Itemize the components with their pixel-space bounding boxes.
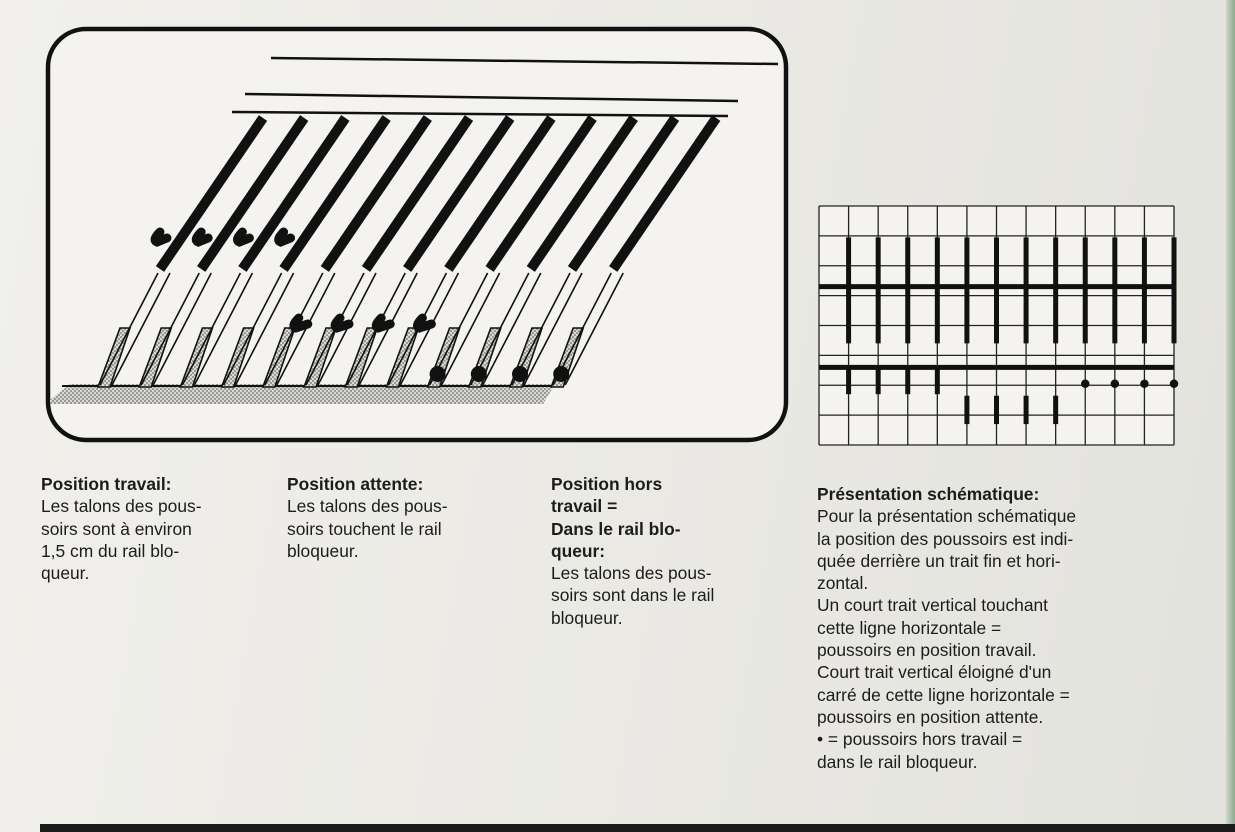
- mark-lower-hors-travail: [1111, 380, 1119, 388]
- caption-line: poussoirs en position travail.: [817, 640, 1037, 661]
- caption-presentation-schematique: [817, 483, 1162, 773]
- caption-line: Un court trait vertical touchant: [817, 595, 1049, 616]
- caption-title: Position hors: [551, 474, 663, 494]
- caption-line: soirs sont à environ: [41, 518, 192, 539]
- caption-line: zontal.: [817, 573, 869, 594]
- caption-line: • = poussoirs hors travail =: [817, 729, 1023, 750]
- pusher-heel-hors-travail: [553, 366, 569, 382]
- caption-line: 1,5 cm du rail blo-: [41, 540, 180, 561]
- pusher-heel-hors-travail: [471, 366, 487, 382]
- pusher-heel-hors-travail: [430, 366, 446, 382]
- caption-line: quée derrière un trait fin et hori-: [817, 550, 1061, 571]
- caption-position-attente: [287, 473, 512, 562]
- caption-title: Présentation schématique:: [817, 484, 1040, 504]
- caption-line: la position des poussoirs est indi-: [817, 528, 1074, 549]
- schematic-diagram: [819, 206, 1178, 445]
- caption-line: soirs touchent le rail: [287, 518, 442, 539]
- caption-line: Les talons des pous-: [287, 496, 448, 517]
- caption-line: Les talons des pous-: [41, 496, 202, 517]
- caption-title: Position attente:: [287, 474, 424, 494]
- caption-title: Dans le rail blo-: [551, 518, 681, 539]
- caption-title: travail =: [551, 496, 618, 517]
- caption-line: Les talons des pous-: [551, 563, 712, 584]
- caption-title: queur:: [551, 540, 606, 561]
- mark-lower-hors-travail: [1081, 380, 1089, 388]
- caption-line: soirs sont dans le rail: [551, 585, 715, 606]
- caption-line: carré de cette ligne horizontale =: [817, 684, 1070, 705]
- mark-lower-hors-travail: [1140, 380, 1148, 388]
- caption-line: Court trait vertical éloigné d'un: [817, 662, 1052, 683]
- caption-title: Position travail:: [41, 474, 172, 494]
- caption-line: bloqueur.: [551, 607, 623, 628]
- caption-line: bloqueur.: [287, 540, 359, 561]
- caption-position-travail: [41, 473, 246, 584]
- bottom-bar: [40, 824, 1235, 832]
- caption-position-hors-travail: [551, 473, 776, 629]
- caption-line: dans le rail bloqueur.: [817, 751, 978, 772]
- caption-line: cette ligne horizontale =: [817, 617, 1002, 638]
- caption-line: poussoirs en position attente.: [817, 706, 1044, 727]
- mark-lower-hors-travail: [1170, 380, 1178, 388]
- caption-line: queur.: [41, 563, 90, 584]
- caption-line: Pour la présentation schématique: [817, 506, 1077, 527]
- pusher-heel-hors-travail: [512, 366, 528, 382]
